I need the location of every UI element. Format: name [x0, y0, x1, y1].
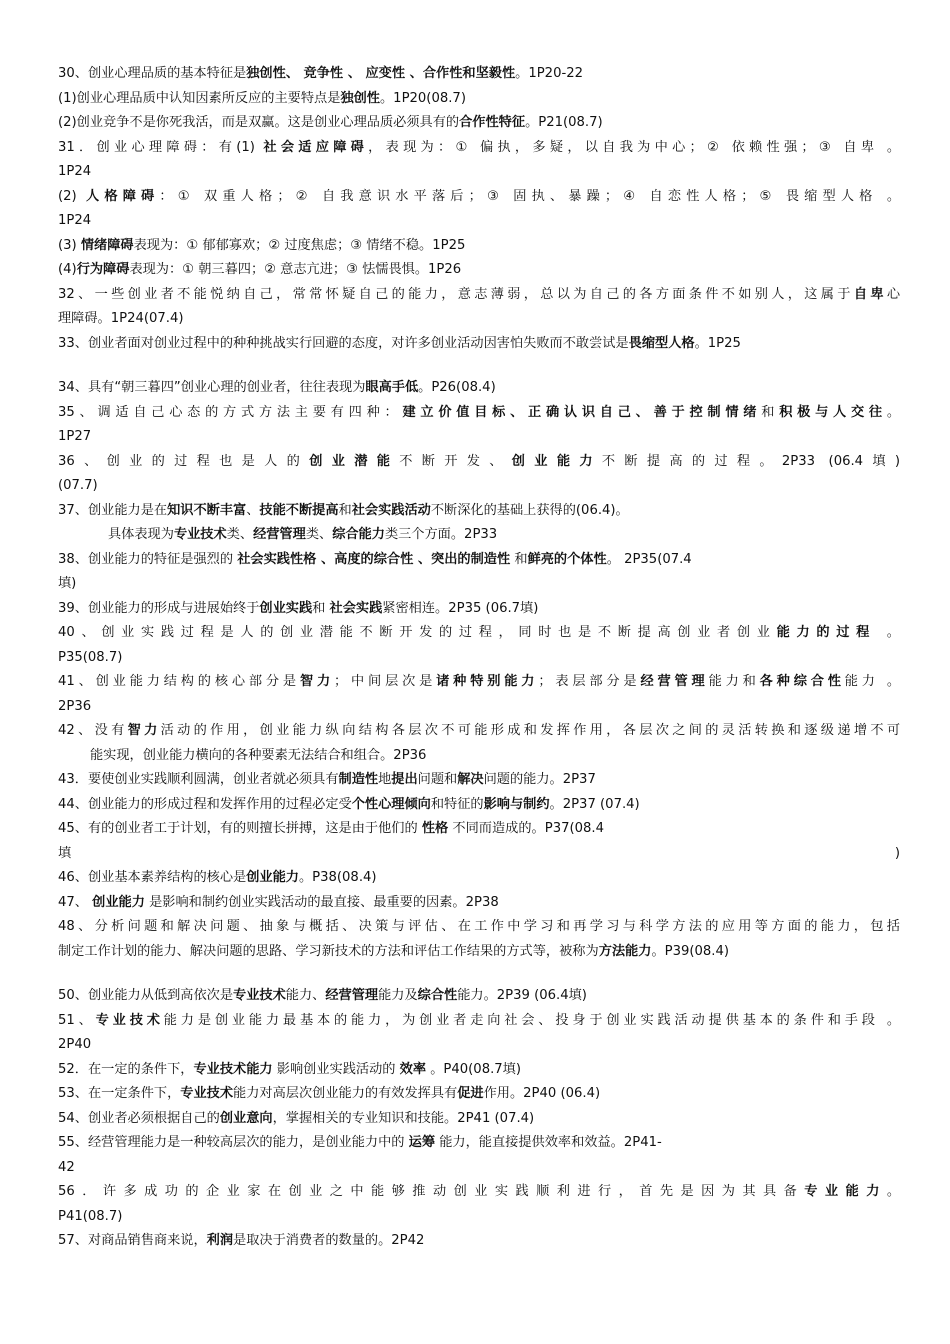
doc-line — [58, 866, 900, 891]
line-text: 50、创业能力从低到高依次是 — [58, 988, 234, 1003]
line-text: 和 — [312, 600, 330, 616]
line-text: 不断深化的基础上获得的(06.4)。 — [430, 502, 629, 518]
bold-answer: 能力的过程 — [776, 625, 876, 640]
line-text: 能力是创业能力最基本的能力，为创业者走向社会、投身于创业实践活动提供基本的条件和手段 。 — [163, 1012, 900, 1028]
doc-line — [58, 793, 900, 818]
bold-answer: 社会实践活动 — [351, 502, 431, 518]
doc-line — [58, 62, 900, 87]
bold-answer: 专业技术 — [173, 527, 227, 542]
bold-answer: 技能不断提高 — [259, 502, 339, 518]
bold-answer: 综合性 — [417, 988, 458, 1003]
doc-line — [58, 401, 900, 426]
doc-line — [58, 332, 900, 357]
line-text: P35(08.7) — [58, 649, 123, 665]
line-text: 类、 — [226, 527, 254, 542]
bold-answer: 专业技术 — [233, 988, 286, 1003]
doc-line — [58, 136, 900, 161]
line-text: 。P39(08.4) — [651, 943, 730, 959]
line-text: (1)创业心理品质中认知因素所反应的主要特点是 — [58, 90, 341, 106]
line-text: 。 — [886, 404, 900, 420]
doc-line — [58, 283, 900, 308]
bold-answer: 效率 — [399, 1061, 427, 1077]
line-text: 。1P20-22 — [515, 66, 584, 81]
line-text: 和 — [510, 551, 528, 567]
line-text: (3) — [58, 237, 81, 253]
line-text: 42 — [58, 1159, 75, 1175]
line-text: 。1P25 — [694, 335, 741, 351]
doc-line — [58, 499, 900, 524]
line-text: 1P27 — [58, 429, 92, 444]
doc-line — [58, 670, 900, 695]
line-text: 52．在一定的条件下， — [58, 1061, 194, 1077]
bold-answer: 智力 — [127, 723, 161, 738]
doc-line — [58, 1229, 900, 1254]
bold-answer: 影响与制约 — [483, 796, 550, 812]
line-text: 56．许多成功的企业家在创业之中能够推动创业实践顺利进行，首先是因为其具备 — [58, 1184, 805, 1199]
line-text: 不断开发、 — [399, 453, 512, 469]
line-text: P41(08.7) — [58, 1208, 123, 1224]
bold-answer: 制造性 — [338, 772, 379, 787]
doc-line — [58, 474, 900, 499]
line-text: 51、 — [58, 1012, 96, 1028]
doc-line — [58, 548, 900, 573]
line-text: 31．创业心理障碍：有(1) — [58, 139, 264, 155]
doc-line — [58, 621, 900, 646]
doc-line — [58, 1033, 900, 1058]
line-text: 57、对商品销售商来说， — [58, 1233, 207, 1248]
line-text: 类三个方面。2P33 — [384, 527, 498, 542]
line-text: 表现为：① 朝三暮四；② 意志亢进；③ 怯懦畏惧。1P26 — [129, 262, 462, 277]
bold-answer: 专业技术 — [180, 1086, 234, 1101]
line-text: 地 — [378, 772, 392, 787]
line-text: 问题的能力。2P37 — [483, 772, 596, 787]
line-text: 、 — [246, 502, 260, 518]
doc-line — [58, 1156, 900, 1181]
line-text: 37、创业能力是在 — [58, 502, 168, 518]
line-text: ；中间层次是 — [334, 674, 437, 689]
line-text: 作用。2P40 (06.4) — [483, 1086, 601, 1101]
doc-line — [58, 891, 900, 916]
bold-answer: 独创性 — [340, 90, 380, 106]
bold-answer: 自卑 — [853, 286, 887, 302]
line-text: 能力和 — [708, 674, 760, 689]
line-text: 40、创业实践过程是人的创业潜能不断开发的过程，同时也是不断提高创业者创业 — [58, 625, 777, 640]
line-text: 45、有的创业者工于计划，有的则擅长拼搏，这是由于他们的 — [58, 821, 422, 836]
bold-answer: 创业能力 — [246, 870, 299, 885]
bold-answer: 社会实践 — [329, 600, 383, 616]
doc-line — [58, 111, 900, 136]
line-text: (2)创业竞争不是你死我活，而是双赢。这是创业心理品质必须具有的 — [58, 115, 460, 130]
line-text: 32、一些创业者不能悦纳自己，常常怀疑自己的能力，意志薄弱，总以为自己的各方面条件不如别人，这属于 — [58, 286, 854, 302]
line-text: (07.7) — [58, 478, 98, 493]
bold-answer: 创业意向 — [219, 1110, 273, 1126]
doc-line — [58, 719, 900, 744]
line-text: 活动的作用，创业能力纵向结构各层次不可能形成和发挥作用，各层次之间的灵活转换和逐级递增不可 — [160, 723, 900, 738]
line-text: 53、在一定条件下， — [58, 1086, 181, 1101]
line-text: 能力。2P39 (06.4填) — [457, 988, 587, 1003]
doc-line — [58, 376, 900, 401]
line-text: ，掌握相关的专业知识和技能。2P41 (07.4) — [272, 1110, 535, 1126]
doc-line — [58, 817, 900, 842]
doc-line — [58, 842, 900, 867]
doc-line — [58, 1082, 900, 1107]
line-text: 理障碍。1P24(07.4) — [58, 311, 184, 326]
line-text: 不断提高的过程。2P33 (06.4填) — [601, 453, 900, 469]
line-text: 55、经营管理能力是一种较高层次的能力，是创业能力中的 — [58, 1135, 409, 1150]
bold-answer: 创业能力 — [92, 894, 145, 910]
bold-answer: 性格 — [421, 821, 449, 836]
bold-answer: 综合能力 — [332, 527, 385, 542]
doc-line — [58, 1180, 900, 1205]
bold-answer: 鲜亮的个体性 — [527, 551, 607, 567]
bold-answer: 情绪障碍 — [80, 237, 134, 253]
bold-answer: 知识不断丰富 — [167, 502, 247, 518]
doc-line — [58, 1107, 900, 1132]
line-text: 问题和 — [417, 772, 458, 787]
bold-answer: 专业能力 — [804, 1184, 887, 1199]
line-text: 2P40 — [58, 1037, 92, 1052]
bold-answer: 利润 — [206, 1233, 234, 1248]
doc-line — [58, 984, 900, 1009]
bold-answer: 经营管理 — [325, 988, 379, 1003]
line-text: 46、创业基本素养结构的核心是 — [58, 870, 247, 885]
bold-answer: 解决 — [457, 772, 484, 787]
bold-answer: 提出 — [391, 772, 418, 787]
doc-line — [58, 307, 900, 332]
line-text: 34、具有“朝三暮四”创业心理的创业者，往往表现为 — [58, 380, 366, 395]
line-text: 43．要使创业实践顺利圆满，创业者就必须具有 — [58, 772, 339, 787]
bold-answer: 畏缩型人格 — [628, 335, 695, 351]
line-text: 和 — [338, 502, 352, 518]
bold-answer: 方法能力 — [598, 943, 652, 959]
line-text: ；表层部分是 — [538, 674, 641, 689]
line-text: 和特征的 — [430, 796, 484, 812]
line-text: 。P40(08.7填) — [426, 1061, 521, 1077]
line-text: (4) — [58, 262, 77, 277]
bold-answer: 建立价值目标、正确认识自己、善于控制情绪 — [402, 404, 762, 420]
doc-line — [58, 356, 900, 376]
line-text: 39、创业能力的形成与进展始终于 — [58, 600, 260, 616]
line-text: 影响创业实践活动的 — [272, 1061, 400, 1077]
doc-line — [58, 234, 900, 259]
line-text: 44、创业能力的形成过程和发挥作用的过程必定受 — [58, 796, 352, 812]
bold-answer: 智力 — [299, 674, 334, 689]
line-text: (2) — [58, 188, 87, 204]
line-text: 36、创业的过程也是人的 — [58, 453, 310, 469]
line-text: 是取决于消费者的数量的。2P42 — [233, 1233, 425, 1248]
line-text: 表现为：① 郁郁寡欢；② 过度焦虑；③ 情绪不稳。1P25 — [133, 237, 466, 253]
bold-answer: 人格障碍 — [86, 188, 160, 204]
doc-line — [58, 1131, 900, 1156]
line-text: 33、创业者面对创业过程中的种种挑战实行回避的态度，对许多创业活动因害怕失败而不敢尝试是 — [58, 335, 629, 351]
line-text: 1P24 — [58, 164, 92, 179]
line-text: 1P24 — [58, 213, 92, 228]
line-text: 能力及 — [378, 988, 418, 1003]
line-text: 具体表现为 — [108, 527, 174, 542]
bold-answer: 运筹 — [408, 1135, 436, 1150]
line-text: 2P36 — [58, 698, 92, 714]
bold-answer: 促进 — [457, 1086, 484, 1101]
line-text: ：① 双重人格；② 自我意识水平落后；③ 固执、暴躁；④ 自恋性人格；⑤ 畏缩型人格 。 — [159, 188, 900, 204]
doc-line — [58, 744, 900, 769]
line-text: ，表现为：① 偏执，多疑，以自我为中心；② 依赖性强；③ 自卑 。 — [368, 139, 900, 155]
line-text: 填) — [58, 576, 77, 591]
line-text: 能力对高层次创业能力的有效发挥具有 — [233, 1086, 458, 1101]
bold-answer: 独创性、 竞争性 、 应变性 、合作性和坚毅性 — [246, 66, 516, 81]
bold-answer: 经营管理 — [253, 527, 306, 542]
bold-answer: 个性心理倾向 — [351, 796, 431, 812]
doc-line — [58, 646, 900, 671]
doc-line — [58, 185, 900, 210]
line-text: 能实现，创业能力横向的各种要素无法结合和组合。2P36 — [90, 747, 427, 763]
line-text: 48、分析问题和解决问题、抽象与概括、决策与评估、在工作中学习和再学习与科学方法的应用等方面的能力，包括 — [58, 919, 900, 934]
bold-answer: 创业能力 — [511, 453, 602, 469]
doc-line — [58, 915, 900, 940]
line-text: 47、 — [58, 894, 93, 910]
line-text: 能力、 — [285, 988, 326, 1003]
doc-line — [58, 425, 900, 450]
line-text: 类、 — [305, 527, 333, 542]
doc-line — [58, 523, 900, 548]
bold-answer: 专业技术 — [95, 1012, 164, 1028]
doc-line — [58, 1205, 900, 1230]
line-text: 紧密相连。2P35 (06.7填) — [382, 600, 539, 616]
line-text: 。2P37 (07.4) — [549, 796, 640, 812]
line-text: 。 2P35(07.4 — [606, 551, 692, 567]
doc-line — [58, 597, 900, 622]
bold-answer: 各种综合性 — [759, 674, 845, 689]
doc-line — [58, 940, 900, 965]
line-text: 。P38(08.4) — [298, 870, 377, 885]
line-text: 54、创业者必须根据自己的 — [58, 1110, 220, 1126]
bold-answer: 合作性特征 — [459, 115, 526, 130]
bold-answer: 眼高手低 — [365, 380, 419, 395]
doc-line — [58, 964, 900, 984]
doc-line — [58, 572, 900, 597]
doc-line — [58, 768, 900, 793]
bold-answer: 行为障碍 — [76, 262, 130, 277]
line-text: 42、没有 — [58, 723, 128, 738]
line-text: 心 — [886, 286, 900, 302]
doc-line — [58, 258, 900, 283]
doc-line — [58, 87, 900, 112]
line-text: 和 — [761, 404, 780, 420]
bold-answer: 专业技术能力 — [193, 1061, 273, 1077]
line-text: 30、创业心理品质的基本特征是 — [58, 66, 247, 81]
doc-line — [58, 1009, 900, 1034]
line-text: 。P26(08.4) — [418, 380, 496, 395]
bold-answer: 积极与人交往 — [779, 404, 887, 420]
doc-line — [58, 450, 900, 475]
bold-answer: 经营管理 — [640, 674, 709, 689]
line-text: 不同而造成的。P37(08.4 — [448, 821, 604, 836]
doc-line — [58, 1058, 900, 1083]
bold-answer: 社会实践性格 、高度的综合性 、突出的制造性 — [237, 551, 511, 567]
doc-line — [58, 209, 900, 234]
bold-answer: 诸种特别能力 — [436, 674, 539, 689]
line-text: 。 — [886, 1184, 900, 1199]
bold-answer: 创业实践 — [259, 600, 313, 616]
line-text: 38、创业能力的特征是强烈的 — [58, 551, 238, 567]
line-text: 。P21(08.7) — [525, 115, 603, 130]
line-text: 能力，能直接提供效率和效益。2P41- — [435, 1135, 662, 1150]
line-text: 制定工作计划的能力、解决问题的思路、学习新技术的方法和评估工作结果的方式等，被称为 — [58, 943, 599, 959]
doc-line — [58, 695, 900, 720]
line-text: 是影响和制约创业实践活动的最直接、最重要的因素。2P38 — [144, 894, 499, 910]
bold-answer: 社会适应障碍 — [263, 139, 369, 155]
line-text: 填) — [58, 845, 900, 861]
doc-line — [58, 160, 900, 185]
line-text: 41、创业能力结构的核心部分是 — [58, 674, 300, 689]
line-text: 。 — [875, 625, 900, 640]
document-body — [58, 62, 900, 1254]
line-text: 能力 。 — [844, 674, 900, 689]
line-text: 35、调适自己心态的方式方法主要有四种： — [58, 404, 403, 420]
line-text: 。1P20(08.7) — [380, 90, 466, 106]
bold-answer: 创业潜能 — [309, 453, 400, 469]
